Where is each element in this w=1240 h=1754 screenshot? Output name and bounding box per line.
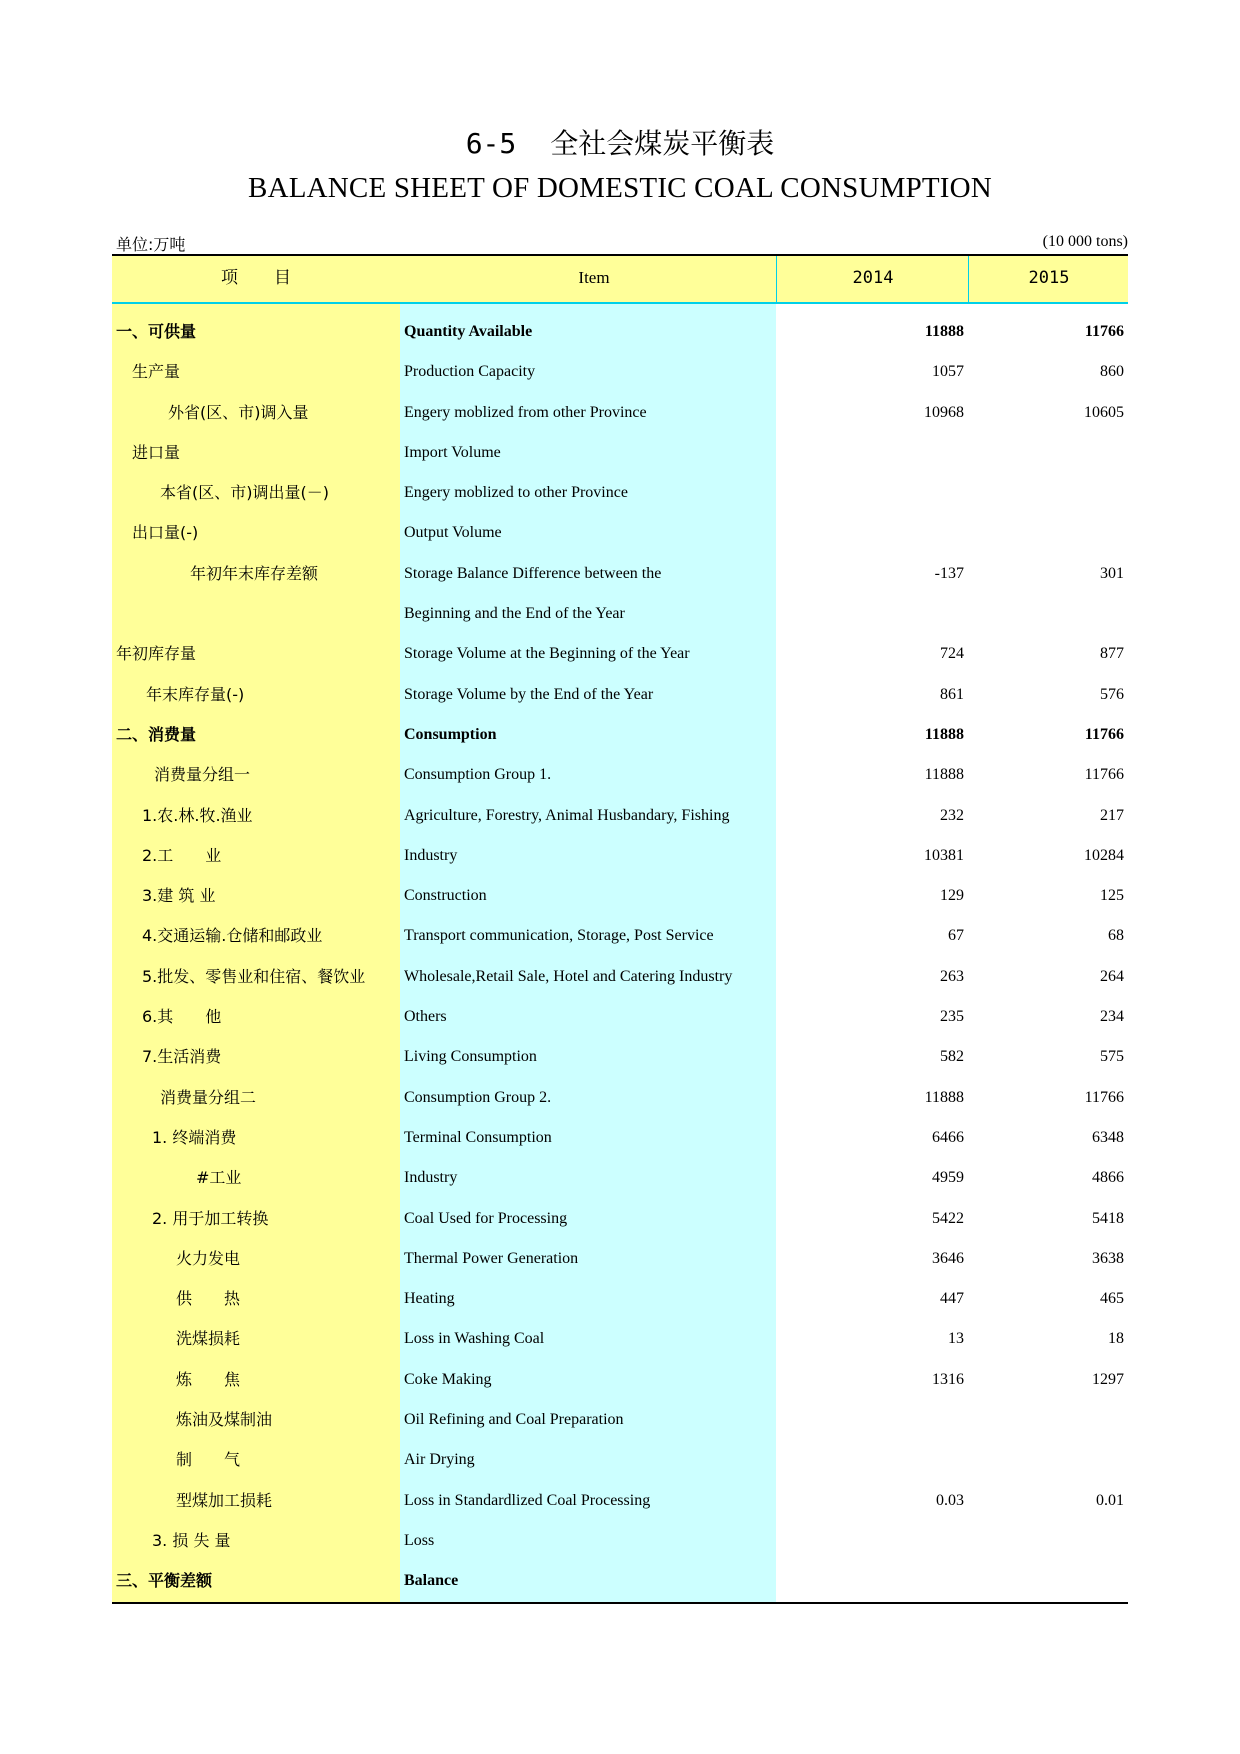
value-2014 [776,513,968,553]
table-row [112,836,1128,876]
value-2015: 877 [1100,645,1124,663]
row-label-cn: 消费量分组二 [112,1078,448,1118]
table-row [112,1199,1128,1239]
row-label-cn: 1.农.林.牧.渔业 [112,796,430,836]
table-row [112,957,1128,997]
row-label-cn: 消费量分组一 [112,755,442,795]
unit-label-en: (10 000 tons) [1042,233,1128,250]
value-2014 [776,473,968,513]
value-2015 [968,1521,1128,1561]
row-label-en: Loss [400,1521,776,1561]
value-2015: 1297 [1092,1370,1124,1388]
table-row [112,1279,1128,1319]
value-2014: 10381 [924,846,964,864]
row-label-cn: 一、可供量 [112,312,404,352]
value-2015 [968,1400,1128,1440]
row-label-cn: 出口量(-) [112,513,420,553]
value-2014: 0.03 [936,1491,964,1509]
row-label-cn: 年初库存量 [112,634,404,674]
row-label-en: Coke Making [400,1360,776,1400]
row-label-cn: 年初年末库存差额 [112,554,478,594]
row-label-en: Import Volume [400,433,776,473]
value-2015 [968,1561,1128,1601]
row-label-cn: 7.生活消费 [112,1037,430,1077]
row-label-cn: 3.建 筑 业 [112,876,430,916]
value-2014 [776,594,968,634]
value-2015: 10605 [1084,403,1124,421]
row-label-en: Living Consumption [400,1037,776,1077]
value-2015: 217 [1100,806,1124,824]
row-label-en: Output Volume [400,513,776,553]
value-2014: 724 [940,645,964,663]
table-row [112,1239,1128,1279]
value-2014: 13 [948,1330,964,1348]
table-row [112,1400,1128,1440]
value-2014: 11888 [924,766,964,784]
row-label-cn: 1. 终端消费 [112,1118,440,1158]
value-2015: 860 [1100,363,1124,381]
value-2015: 465 [1100,1290,1124,1308]
row-label-cn: 3. 损 失 量 [112,1521,440,1561]
value-2014: 232 [940,806,964,824]
row-label-en: Production Capacity [400,352,776,392]
value-2014: 263 [940,967,964,985]
row-label-cn: 2. 用于加工转换 [112,1199,440,1239]
value-2015: 301 [1100,564,1124,582]
row-label-en: Consumption Group 2. [400,1078,776,1118]
table-row [112,433,1128,473]
table-row [112,876,1128,916]
row-label-en: Agriculture, Forestry, Animal Husbandary, Fishing [400,796,776,836]
row-label-cn: 6.其 他 [112,997,430,1037]
value-2015: 6348 [1092,1128,1124,1146]
value-2014 [776,1400,968,1440]
balance-table [112,254,1128,1604]
row-label-cn: 型煤加工损耗 [112,1481,464,1521]
value-2015: 11766 [1084,725,1124,743]
value-2015: 264 [1100,967,1124,985]
value-2015: 11766 [1084,323,1124,340]
row-label-cn: 外省(区、市)调入量 [112,393,456,433]
row-label-cn [112,594,400,634]
table-row [112,473,1128,513]
row-label-en: Consumption Group 1. [400,755,776,795]
table-row [112,1078,1128,1118]
row-label-en: Loss in Standardlized Coal Processing [400,1481,776,1521]
title-cn-text: 全社会煤炭平衡表 [550,127,775,160]
row-label-en: Thermal Power Generation [400,1239,776,1279]
row-label-en: Oil Refining and Coal Preparation [400,1400,776,1440]
value-2015: 11766 [1084,1088,1124,1106]
row-label-cn: 火力发电 [112,1239,464,1279]
value-2014 [776,1440,968,1480]
value-2015 [968,473,1128,513]
row-label-cn: 二、消费量 [112,715,404,755]
row-label-en: Quantity Available [400,312,776,352]
row-label-cn: 洗煤损耗 [112,1319,464,1359]
row-label-cn: 制 气 [112,1440,464,1480]
value-2014: 235 [940,1008,964,1026]
row-label-en: Loss in Washing Coal [400,1319,776,1359]
value-2014: 1057 [932,363,964,381]
header-year-2015: 2015 [968,256,1129,302]
row-label-cn: 生产量 [112,352,420,392]
row-label-cn: 三、平衡差额 [112,1561,404,1601]
table-row [112,1118,1128,1158]
value-2015 [968,433,1128,473]
value-2015: 3638 [1092,1249,1124,1267]
table-row [112,1561,1128,1601]
value-2015: 10284 [1084,846,1124,864]
page-title-en: BALANCE SHEET OF DOMESTIC COAL CONSUMPTION [248,172,992,204]
value-2015: 125 [1100,887,1124,905]
value-2014: 10968 [924,403,964,421]
table-row [112,997,1128,1037]
header-item-en: Item [578,268,610,287]
row-label-cn: 年末库存量(-) [112,675,434,715]
row-label-en: Terminal Consumption [400,1118,776,1158]
table-row [112,594,1128,634]
value-2014: 11888 [924,725,964,743]
row-label-en: Coal Used for Processing [400,1199,776,1239]
value-2014: 861 [940,685,964,703]
table-row [112,755,1128,795]
value-2015: 68 [1108,927,1124,945]
row-label-cn: 进口量 [112,433,420,473]
value-2014: 129 [940,887,964,905]
value-2015: 18 [1108,1330,1124,1348]
table-row [112,715,1128,755]
table-row [112,352,1128,392]
value-2014 [776,1521,968,1561]
table-row [112,1037,1128,1077]
value-2014: 3646 [932,1249,964,1267]
value-2014: 67 [948,927,964,945]
table-row [112,393,1128,433]
row-label-en: Beginning and the End of the Year [400,594,776,634]
row-label-en: Construction [400,876,776,916]
value-2014: 447 [940,1290,964,1308]
table-row [112,634,1128,674]
table-row [112,513,1128,553]
value-2015: 4866 [1092,1169,1124,1187]
row-label-cn: 5.批发、零售业和住宿、餐饮业 [112,957,430,997]
row-label-cn: 炼油及煤制油 [112,1400,464,1440]
table-header [112,254,1128,304]
row-label-en: Storage Volume by the End of the Year [400,675,776,715]
header-item-cn: 项 目 [221,268,291,288]
table-row [112,916,1128,956]
table-row [112,312,1128,352]
row-label-cn: 本省(区、市)调出量(－) [112,473,448,513]
row-label-en: Others [400,997,776,1037]
row-label-en: Heating [400,1279,776,1319]
row-label-en: Storage Balance Difference between the [400,554,776,594]
value-2014 [776,433,968,473]
value-2015 [968,1440,1128,1480]
table-row [112,1521,1128,1561]
value-2015: 11766 [1084,766,1124,784]
row-label-cn: 2.工 业 [112,836,430,876]
table-row [112,675,1128,715]
table-body [112,304,1128,1604]
row-label-cn: 供 热 [112,1279,464,1319]
row-label-en: Engery moblized to other Province [400,473,776,513]
row-label-en: Balance [400,1561,776,1601]
value-2014: 5422 [932,1209,964,1227]
value-2014: 582 [940,1048,964,1066]
header-year-2014: 2014 [776,256,969,302]
page-title-cn [0,126,1240,162]
value-2015: 575 [1100,1048,1124,1066]
row-label-cn: #工业 [112,1158,484,1198]
row-label-en: Storage Volume at the Beginning of the Year [400,634,776,674]
value-2015: 234 [1100,1008,1124,1026]
table-row [112,1360,1128,1400]
table-row [112,1319,1128,1359]
row-label-en: Industry [400,1158,776,1198]
row-label-cn: 4.交通运输.仓储和邮政业 [112,916,430,956]
value-2015 [968,594,1128,634]
value-2015: 5418 [1092,1209,1124,1227]
table-row [112,1158,1128,1198]
value-2015: 0.01 [1096,1491,1124,1509]
value-2014: 11888 [924,323,964,340]
table-row [112,1481,1128,1521]
value-2015 [968,513,1128,553]
unit-label-cn: 单位:万吨 [116,235,186,254]
value-2015: 576 [1100,685,1124,703]
table-row [112,554,1128,594]
table-row [112,796,1128,836]
value-2014: -137 [934,564,964,582]
table-number: 6-5 [465,127,517,160]
row-label-en: Transport communication, Storage, Post Service [400,916,776,956]
row-label-cn: 炼 焦 [112,1360,464,1400]
row-label-en: Engery moblized from other Province [400,393,776,433]
value-2014: 11888 [924,1088,964,1106]
row-label-en: Air Drying [400,1440,776,1480]
value-2014: 6466 [932,1128,964,1146]
table-row [112,1440,1128,1480]
value-2014: 1316 [932,1370,964,1388]
value-2014: 4959 [932,1169,964,1187]
value-2014 [776,1561,968,1601]
row-label-en: Consumption [400,715,776,755]
row-label-en: Wholesale,Retail Sale, Hotel and Catering Industry [400,957,776,997]
row-label-en: Industry [400,836,776,876]
